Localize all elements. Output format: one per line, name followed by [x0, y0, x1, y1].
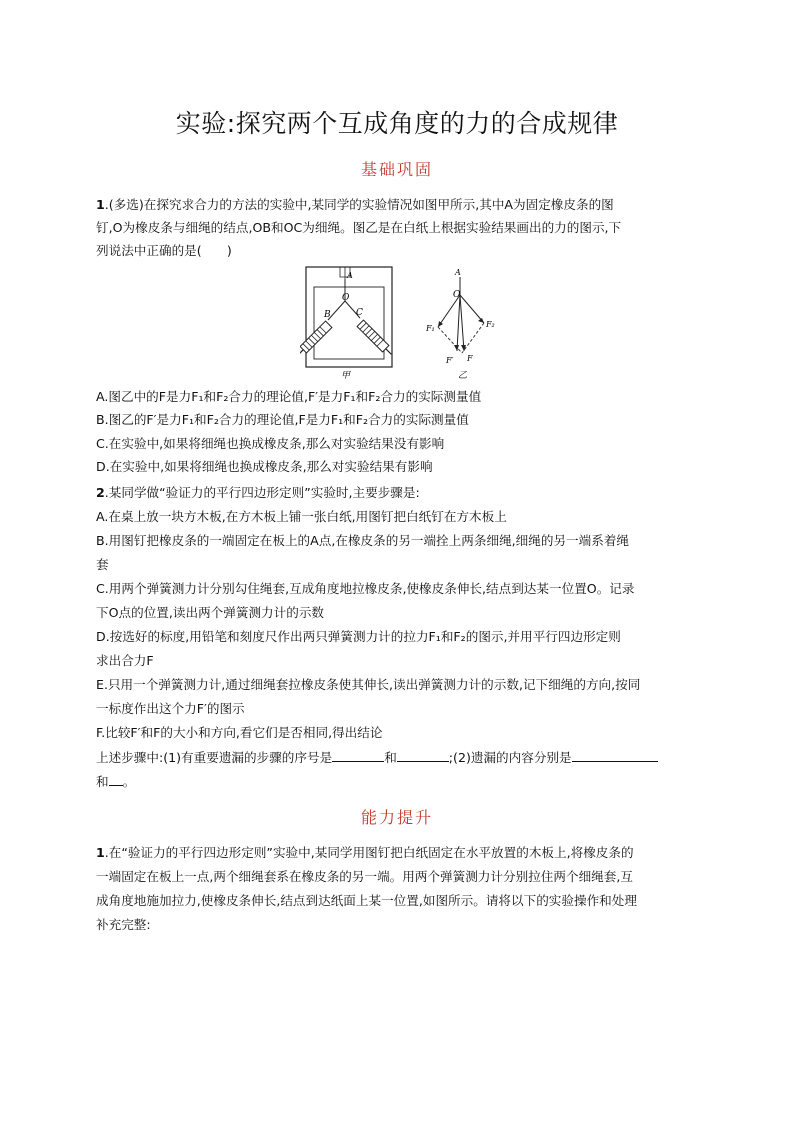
q3-line-2: 一端固定在板上一点,两个细绳套系在橡皮条的另一端。用两个弹簧测力计分别拉住两个细绳套,互	[96, 869, 633, 884]
q1-line-3: 列说法中正确的是( )	[96, 243, 232, 258]
q2-step-c: C.用两个弹簧测力计分别勾住绳套,互成角度地拉橡皮条,使橡皮条伸长,结点到达某一位置O。记录	[96, 581, 635, 596]
q2-step-f: F.比较F′和F的大小和方向,看它们是否相同,得出结论	[96, 725, 383, 740]
q2-step-e-cont: 一标度作出这个力F′的图示	[96, 701, 245, 716]
q1-option-d: D.在实验中,如果将细绳也换成橡皮条,那么对实验结果有影响	[96, 459, 433, 474]
q2-step-b: B.用图钉把橡皮条的一端固定在板上的A点,在橡皮条的另一端拴上两条细绳,细绳的另一端系着绳	[96, 533, 630, 548]
label-c-jia: C	[356, 308, 363, 318]
q1-number: 1	[96, 197, 105, 212]
q3-line-4: 补充完整:	[96, 917, 151, 932]
label-a-jia: A	[347, 271, 353, 280]
label-f1-yi: F₁	[426, 324, 435, 333]
q2-step-c-cont: 下O点的位置,读出两个弹簧测力计的示数	[96, 605, 325, 620]
figure-yi	[425, 268, 495, 381]
q2-line-1: 2.某同学做“验证力的平行四边形定则”实验时,主要步骤是:	[96, 485, 420, 500]
experiment-figure	[300, 265, 520, 383]
answer-blank-3[interactable]	[572, 749, 658, 762]
q2-number: 2	[96, 485, 105, 500]
caption-yi: 乙	[458, 371, 468, 381]
q1-option-c: C.在实验中,如果将细绳也换成橡皮条,那么对实验结果没有影响	[96, 436, 445, 451]
q2-step-d: D.按选好的标度,用铅笔和刻度尺作出两只弹簧测力计的拉力F₁和F₂的图示,并用平行四边形定则	[96, 629, 621, 644]
page-title: 实验:探究两个互成角度的力的合成规律	[175, 109, 619, 138]
q2-question: 上述步骤中:(1)有重要遗漏的步骤的序号是 和 ;(2)遗漏的内容分别是	[96, 749, 706, 766]
q1-line-1: 1.(多选)在探究求合力的方法的实验中,某同学的实验情况如图甲所示,其中A为固定橡皮条的图	[96, 197, 614, 212]
q1-option-b: B.图乙的F′是力F₁和F₂合力的理论值,F是力F₁和F₂合力的实际测量值	[96, 412, 469, 427]
label-o-yi: O	[453, 290, 461, 300]
q3-number: 1	[96, 845, 105, 860]
q1-option-a: A.图乙中的F是力F₁和F₂合力的理论值,F′是力F₁和F₂合力的实际测量值	[96, 389, 482, 404]
answer-blank-4[interactable]	[109, 773, 123, 786]
label-b-jia: B	[324, 310, 331, 320]
q2-step-a: A.在桌上放一块方木板,在方木板上铺一张白纸,用图钉把白纸钉在方木板上	[96, 509, 507, 524]
label-a-yi: A	[455, 268, 461, 277]
q2-question-cont: 和 。	[96, 774, 136, 789]
q3-line-1: 1.在“验证力的平行四边形定则”实验中,某同学用图钉把白纸固定在水平放置的木板上,将橡皮条的	[96, 845, 634, 860]
section-heading-basic: 基础巩固	[360, 160, 433, 179]
section-heading-advanced: 能力提升	[360, 808, 433, 827]
q2-step-d-cont: 求出合力F	[96, 653, 154, 668]
label-f2-yi: F₂	[486, 320, 495, 329]
figure-jia	[300, 267, 395, 381]
caption-jia: 甲	[341, 371, 351, 381]
answer-blank-1[interactable]	[332, 749, 384, 762]
q2-step-e: E.只用一个弹簧测力计,通过细绳套拉橡皮条使其伸长,读出弹簧测力计的示数,记下细绳的方向,按同	[96, 677, 641, 692]
label-o-jia: O	[342, 293, 350, 303]
answer-blank-2[interactable]	[397, 749, 449, 762]
q3-line-3: 成角度地施加拉力,使橡皮条伸长,结点到达纸面上某一位置,如图所示。请将以下的实验操作和处理	[96, 893, 637, 908]
q2-step-b-cont: 套	[96, 557, 109, 572]
q1-line-2: 钉,O为橡皮条与细绳的结点,OB和OC为细绳。图乙是在白纸上根据实验结果画出的力的图示,下	[96, 220, 622, 235]
label-f-yi: F	[467, 354, 473, 363]
label-fprime-yi: F′	[446, 356, 454, 365]
